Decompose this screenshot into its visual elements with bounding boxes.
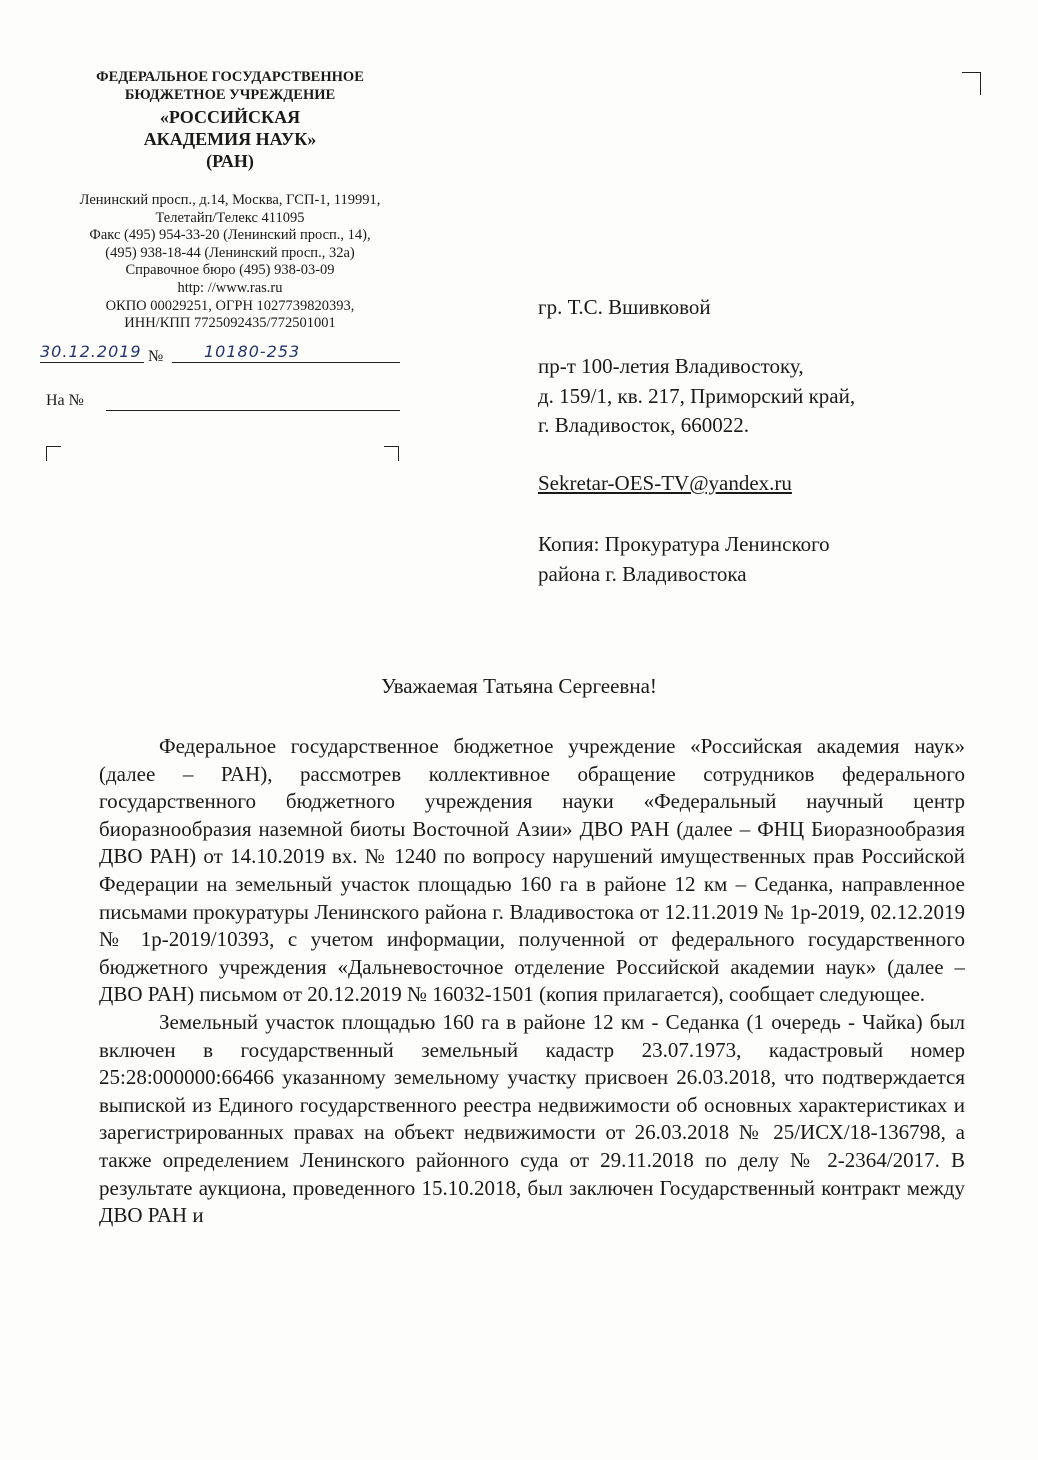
registration-date: 30.12.2019	[40, 342, 142, 361]
body-paragraph-1: Федеральное государственное бюджетное учреждение «Российская академия наук» (далее – РАН), рассмотрев коллективное обращение сотрудников федерального государственного бюджетного учреждения науки «Федеральный научный центр биоразнообразия наземной биоты Восточной Азии» ДВО РАН (далее – ФНЦ Биоразнообразия ДВО РАН) от 14.10.2019 вх. № 1240 по вопросу нарушений имущественных прав Российской Федерации на земельный участок площадью 160 га в районе 12 км – Седанка, направленное письмами прокуратуры Ленинского района г. Владивостока от 12.11.2019 № 1р-2019, 02.12.2019 № 1р-2019/10393, с учетом информации, полученной от федерального государственного бюджетного учреждения «Дальневосточное отделение Российской академии наук» (далее – ДВО РАН) письмом от 20.12.2019 № 16032-1501 (копия прилагается), сообщает следующее.	[99, 734, 965, 1007]
org-info-desk: Справочное бюро (495) 938-03-09	[125, 262, 335, 279]
org-website: http: //www.ras.ru	[177, 279, 283, 296]
number-underline	[172, 362, 400, 363]
org-okpo-ogrn: ОКПО 00029251, ОГРН 1027739820393,	[105, 297, 355, 314]
organization-contacts	[30, 192, 430, 333]
org-type-line1: ФЕДЕРАЛЬНОЕ ГОСУДАРСТВЕННОЕ	[96, 69, 364, 85]
registration-line	[40, 342, 400, 372]
salutation: Уважаемая Татьяна Сергеевна!	[381, 674, 657, 698]
org-inn-kpp: ИНН/КПП 7725092435/772501001	[124, 315, 336, 332]
recipient-address-line2: д. 159/1, кв. 217, Приморский край,	[538, 384, 856, 408]
number-label: №	[148, 348, 164, 365]
org-name-line1: «РОССИЙСКАЯ	[159, 107, 301, 127]
organization-header	[40, 68, 420, 172]
org-type-line2: БЮДЖЕТНОЕ УЧРЕЖДЕНИЕ	[124, 87, 336, 103]
reference-number-underline	[106, 410, 400, 411]
body-paragraph-2: Земельный участок площадью 160 га в районе 12 км - Седанка (1 очередь - Чайка) был включен в государственный земельный кадастр 23.07.1973, кадастровый номер 25:28:000000:66466 указанному земельному участку присвоен 26.03.2018, что подтверждается выпиской из Единого государственного реестра недвижимости об основных характеристиках и зарегистрированных правах на объект недвижимости от 26.03.2018 № 25/ИСХ/18-136798, а также определением Ленинского районного суда от 29.11.2018 по делу № 2-2364/2017. В результате аукциона, проведенного 15.10.2018, был заключен Государственный контракт между ДВО РАН и	[99, 1009, 965, 1228]
org-name-line2: АКАДЕМИЯ НАУК»	[143, 129, 317, 149]
recipient-name: гр. Т.С. Вшивковой	[538, 295, 711, 319]
org-telex: Телетайп/Телекс 411095	[155, 209, 305, 226]
copy-recipient-line1: Копия: Прокуратура Ленинского	[538, 532, 830, 556]
registration-number: 10180-253	[204, 342, 301, 361]
reference-number-label: На №	[46, 392, 84, 409]
address-corner-mark-left	[46, 446, 61, 461]
org-abbreviation: (РАН)	[206, 151, 254, 171]
date-underline	[40, 362, 144, 363]
recipient-address-line3: г. Владивосток, 660022.	[538, 413, 749, 437]
letter-body	[99, 733, 965, 1230]
copy-recipient-line2: района г. Владивостока	[538, 562, 747, 586]
recipient-address-line1: пр-т 100-летия Владивостоку,	[538, 354, 804, 378]
page-corner-mark	[962, 72, 981, 95]
recipient-email[interactable]: Sekretar-OES-TV@yandex.ru	[538, 471, 792, 495]
address-corner-mark-right	[384, 446, 399, 461]
org-address: Ленинский просп., д.14, Москва, ГСП-1, 119991,	[79, 192, 381, 208]
org-phone: (495) 938-18-44 (Ленинский просп., 32а)	[105, 244, 355, 261]
org-fax: Факс (495) 954-33-20 (Ленинский просп., 14),	[89, 227, 371, 244]
